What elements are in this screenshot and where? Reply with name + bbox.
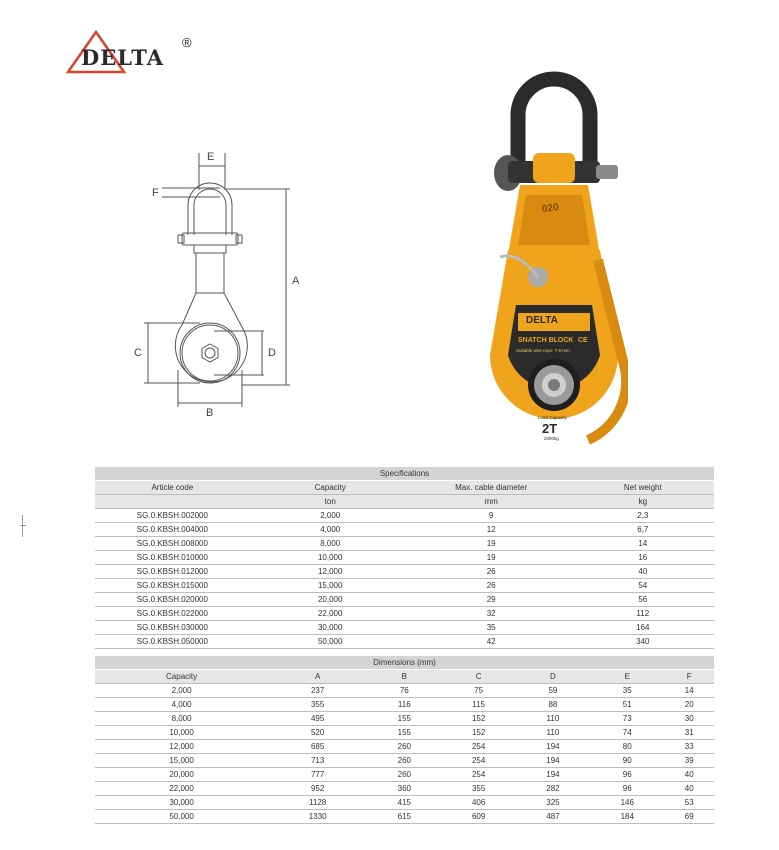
spec-table-cell: 30,000 [250, 621, 411, 635]
registered-mark: ® [182, 35, 192, 50]
dim-table-cell: 40 [664, 782, 714, 796]
spec-unit-cell: kg [572, 495, 714, 509]
spec-table-cell: 29 [411, 593, 572, 607]
photo-ce-mark: CE [578, 337, 588, 344]
spec-table-cell: 22,000 [250, 607, 411, 621]
spec-table-cell: 10,000 [250, 551, 411, 565]
photo-capacity-sub: 2000kg [544, 436, 559, 441]
spec-table-row [95, 579, 714, 593]
dim-table-row [95, 684, 714, 698]
dim-table-cell: 76 [367, 684, 441, 698]
spec-unit-cell: mm [411, 495, 572, 509]
dim-table-cell: 20,000 [95, 768, 268, 782]
spec-table-cell: 32 [411, 607, 572, 621]
spec-table-cell: 54 [572, 579, 714, 593]
dim-table-cell: 4,000 [95, 698, 268, 712]
dim-table-cell: 40 [664, 768, 714, 782]
spec-table-row [95, 635, 714, 649]
dim-table-cell: 194 [516, 740, 590, 754]
spec-column-header: Article code [95, 481, 250, 495]
dim-table-cell: 237 [268, 684, 367, 698]
dim-table-cell: 31 [664, 726, 714, 740]
dim-table-cell: 1128 [268, 796, 367, 810]
spec-table-cell: 42 [411, 635, 572, 649]
dim-table-cell: 75 [441, 684, 515, 698]
dim-table-cell: 260 [367, 740, 441, 754]
spec-table-row [95, 523, 714, 537]
spec-table-cell: 56 [572, 593, 714, 607]
product-photo [478, 55, 628, 460]
spec-table-cell: 6,7 [572, 523, 714, 537]
dim-table-row [95, 796, 714, 810]
dim-table-cell: 260 [367, 754, 441, 768]
dim-label-f: F [152, 187, 159, 199]
spec-table-title: Specifications [95, 467, 714, 481]
dim-table-row [95, 740, 714, 754]
dim-table-cell: 33 [664, 740, 714, 754]
spec-table-cell: 26 [411, 565, 572, 579]
dim-table-cell: 96 [590, 768, 664, 782]
spec-table-cell: SG.0.KBSH.008000 [95, 537, 250, 551]
delta-logo [66, 30, 201, 74]
spec-table-row [95, 551, 714, 565]
dim-label-c: C [134, 347, 142, 359]
spec-table-cell: SG.0.KBSH.022000 [95, 607, 250, 621]
shackle-marking: 020 [541, 201, 560, 216]
dim-table-cell: 116 [367, 698, 441, 712]
dim-column-header: Capacity [95, 670, 268, 684]
spec-table-cell: 9 [411, 509, 572, 523]
dim-table-cell: 15,000 [95, 754, 268, 768]
dim-table-cell: 146 [590, 796, 664, 810]
dim-table-cell: 90 [590, 754, 664, 768]
dim-column-header: A [268, 670, 367, 684]
dim-table-cell: 360 [367, 782, 441, 796]
dim-table-cell: 51 [590, 698, 664, 712]
spec-table-cell: SG.0.KBSH.020000 [95, 593, 250, 607]
dim-table-cell: 254 [441, 768, 515, 782]
spec-unit-cell: ton [250, 495, 411, 509]
spec-table-cell: 112 [572, 607, 714, 621]
specifications-table [95, 467, 714, 649]
dim-table-cell: 110 [516, 726, 590, 740]
dim-column-header: F [664, 670, 714, 684]
spec-table-cell: 12 [411, 523, 572, 537]
dim-table-cell: 69 [664, 810, 714, 824]
spec-column-header: Capacity [250, 481, 411, 495]
dim-table-cell: 713 [268, 754, 367, 768]
spec-column-header: Max. cable diameter [411, 481, 572, 495]
dim-table-cell: 8,000 [95, 712, 268, 726]
snatch-block-photo [478, 55, 628, 460]
dim-table-cell: 952 [268, 782, 367, 796]
spec-table-cell: SG.0.KBSH.050000 [95, 635, 250, 649]
spec-table-row [95, 621, 714, 635]
spec-table-cell: 2,3 [572, 509, 714, 523]
dim-column-header: C [441, 670, 515, 684]
technical-drawing [130, 145, 310, 425]
spec-table-cell: 16 [572, 551, 714, 565]
dim-table-cell: 520 [268, 726, 367, 740]
dim-column-header: D [516, 670, 590, 684]
dim-column-header: B [367, 670, 441, 684]
spec-table-cell: 50,000 [250, 635, 411, 649]
spec-table-row [95, 593, 714, 607]
spec-table-row [95, 509, 714, 523]
dim-table-cell: 777 [268, 768, 367, 782]
dim-table-cell: 53 [664, 796, 714, 810]
dim-label-b: B [206, 407, 214, 419]
dim-table-cell: 685 [268, 740, 367, 754]
dim-table-row [95, 698, 714, 712]
dim-table-cell: 325 [516, 796, 590, 810]
dim-table-cell: 254 [441, 754, 515, 768]
dim-table-cell: 2,000 [95, 684, 268, 698]
spec-table-cell: 8,000 [250, 537, 411, 551]
photo-capacity-value: 2T [542, 421, 558, 436]
spec-table-cell: 4,000 [250, 523, 411, 537]
dim-table-cell: 282 [516, 782, 590, 796]
photo-brand-label: DELTA [526, 315, 558, 326]
dim-table-cell: 96 [590, 782, 664, 796]
dim-table-cell: 110 [516, 712, 590, 726]
spec-unit-cell [95, 495, 250, 509]
dim-table-row [95, 712, 714, 726]
dim-table-cell: 260 [367, 768, 441, 782]
photo-rope-note: Suitable wire rope: 7-8 mm [516, 348, 570, 353]
dim-table-cell: 415 [367, 796, 441, 810]
spec-table-cell: 26 [411, 579, 572, 593]
spec-table-cell: 340 [572, 635, 714, 649]
dim-table-cell: 12,000 [95, 740, 268, 754]
spec-table-cell: 19 [411, 537, 572, 551]
spec-table-cell: SG.0.KBSH.004000 [95, 523, 250, 537]
spec-table-cell: SG.0.KBSH.030000 [95, 621, 250, 635]
dimensions-table [95, 656, 714, 824]
dim-table-cell: 1330 [268, 810, 367, 824]
dim-table-cell: 39 [664, 754, 714, 768]
dim-column-header: E [590, 670, 664, 684]
dim-table-cell: 115 [441, 698, 515, 712]
dim-table-row [95, 782, 714, 796]
spec-table-cell: SG.0.KBSH.010000 [95, 551, 250, 565]
dim-table-cell: 495 [268, 712, 367, 726]
spec-table-cell: 40 [572, 565, 714, 579]
dim-table-cell: 30,000 [95, 796, 268, 810]
dim-table-cell: 59 [516, 684, 590, 698]
dim-table-row [95, 726, 714, 740]
dim-table-cell: 155 [367, 712, 441, 726]
spec-table-cell: 2,000 [250, 509, 411, 523]
spec-table-cell: SG.0.KBSH.002000 [95, 509, 250, 523]
dim-table-cell: 74 [590, 726, 664, 740]
dim-table-cell: 88 [516, 698, 590, 712]
dim-table-cell: 194 [516, 754, 590, 768]
spec-table-cell: SG.0.KBSH.012000 [95, 565, 250, 579]
spec-table-cell: 20,000 [250, 593, 411, 607]
photo-product-label: SNATCH BLOCK [518, 337, 574, 344]
logo-wordmark: DELTA [81, 45, 165, 70]
dim-table-cell: 14 [664, 684, 714, 698]
spec-table-row [95, 565, 714, 579]
dim-table-cell: 22,000 [95, 782, 268, 796]
dim-table-cell: 30 [664, 712, 714, 726]
dim-table-cell: 50,000 [95, 810, 268, 824]
spec-table-cell: 14 [572, 537, 714, 551]
dim-label-a: A [292, 275, 300, 287]
spec-table-cell: 15,000 [250, 579, 411, 593]
dim-table-row [95, 754, 714, 768]
dim-table-cell: 194 [516, 768, 590, 782]
spec-table-cell: 19 [411, 551, 572, 565]
dim-table-cell: 20 [664, 698, 714, 712]
dim-table-title: Dimensions (mm) [95, 656, 714, 670]
dim-label-e: E [207, 151, 215, 163]
spec-column-header: Net weight [572, 481, 714, 495]
spec-table-row [95, 537, 714, 551]
dim-table-cell: 80 [590, 740, 664, 754]
dim-table-cell: 609 [441, 810, 515, 824]
dim-table-cell: 355 [441, 782, 515, 796]
dim-table-cell: 406 [441, 796, 515, 810]
spec-table-cell: 35 [411, 621, 572, 635]
dim-table-cell: 615 [367, 810, 441, 824]
dim-table-cell: 184 [590, 810, 664, 824]
page-edge-mark [22, 515, 28, 537]
dim-table-cell: 152 [441, 712, 515, 726]
dim-table-cell: 254 [441, 740, 515, 754]
dim-table-cell: 152 [441, 726, 515, 740]
spec-table-cell: 12,000 [250, 565, 411, 579]
dim-table-row [95, 810, 714, 824]
dim-table-cell: 73 [590, 712, 664, 726]
dim-table-cell: 10,000 [95, 726, 268, 740]
dim-table-cell: 355 [268, 698, 367, 712]
dim-table-cell: 35 [590, 684, 664, 698]
dim-label-d: D [268, 347, 276, 359]
spec-table-cell: 164 [572, 621, 714, 635]
dim-table-row [95, 768, 714, 782]
spec-table-cell: SG.0.KBSH.015000 [95, 579, 250, 593]
photo-capacity-label: Load Capacity [538, 415, 567, 420]
spec-table-row [95, 607, 714, 621]
dim-table-cell: 155 [367, 726, 441, 740]
dim-table-cell: 487 [516, 810, 590, 824]
